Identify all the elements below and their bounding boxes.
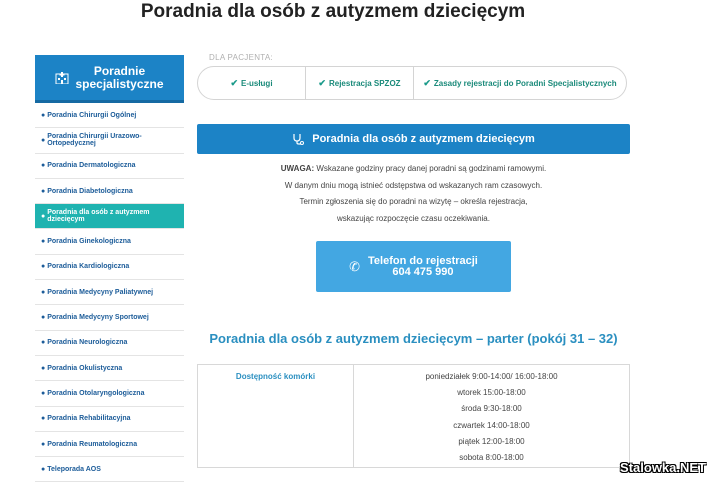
bullet-icon: ● <box>41 212 46 220</box>
stethoscope-icon <box>292 133 304 145</box>
sidebar-item[interactable] <box>35 128 184 153</box>
hours-row: piątek 12:00-18:00 <box>458 436 525 446</box>
watermark: Stalowka.NET <box>620 460 706 475</box>
sidebar-item-label: Teleporada AOS <box>47 465 101 473</box>
sidebar-item[interactable] <box>35 229 184 254</box>
sidebar-item-label: Poradnia Otolaryngologiczna <box>47 389 145 397</box>
sidebar <box>35 55 184 482</box>
notice-line1 <box>197 161 630 178</box>
bullet-icon: ● <box>41 263 46 271</box>
sidebar-item-label: Poradnia dla osób z autyzmem dziecięcym <box>47 209 150 224</box>
sidebar-item-label: Poradnia Chirurgii Urazowo-Ortopedycznej <box>47 133 142 148</box>
tab-zasady-rejestracji[interactable] <box>414 67 626 99</box>
bullet-icon: ● <box>41 136 46 144</box>
patient-label: DLA PACJENTA: <box>209 53 274 62</box>
sidebar-item[interactable] <box>35 457 184 482</box>
hours-row: wtorek 15:00-18:00 <box>457 388 526 398</box>
bullet-icon: ● <box>41 288 46 296</box>
phone-text <box>368 256 478 278</box>
sidebar-item[interactable] <box>35 255 184 280</box>
sidebar-item[interactable] <box>35 204 184 229</box>
check-icon: ✔ <box>318 77 326 88</box>
notice-line3: Termin zgłoszenia się do poradni na wizytę – określa rejestracja, <box>299 197 528 207</box>
sidebar-item-label: Poradnia Diabetologiczna <box>47 187 133 195</box>
sidebar-item-label: Poradnia Reumatologiczna <box>47 440 138 448</box>
sidebar-item-label: Poradnia Chirurgii Ogólnej <box>47 111 137 119</box>
sidebar-item-label: Poradnia Rehabilitacyjna <box>47 415 131 423</box>
tab-label: Rejestracja SPZOZ <box>328 78 401 88</box>
phone-label: Telefon do rejestracji <box>368 254 478 267</box>
sidebar-item-label: Poradnia Neurologiczna <box>47 339 128 347</box>
bullet-icon: ● <box>41 389 46 397</box>
sidebar-item-label: Poradnia Okulistyczna <box>47 364 123 372</box>
bullet-icon: ● <box>41 111 46 119</box>
section-title: Poradnia dla osób z autyzmem dziecięcym – parter (pokój 31 – 32) <box>209 331 618 346</box>
sidebar-heading-line1: Poradnie <box>93 63 146 78</box>
sidebar-item-label: Poradnia Dermatologiczna <box>47 162 136 170</box>
sidebar-item[interactable] <box>35 179 184 204</box>
sidebar-item[interactable] <box>35 154 184 179</box>
sidebar-list <box>35 103 184 482</box>
tab-rejestracja-spzoz[interactable] <box>306 67 414 99</box>
sidebar-item-label: Poradnia Medycyny Sportowej <box>47 314 149 322</box>
sidebar-heading[interactable] <box>35 55 184 103</box>
patient-tabs <box>197 66 627 100</box>
sidebar-item[interactable] <box>35 381 184 406</box>
bullet-icon: ● <box>41 187 46 195</box>
bullet-icon: ● <box>41 238 46 246</box>
check-icon: ✔ <box>230 77 238 88</box>
bullet-icon: ● <box>41 339 46 347</box>
sidebar-item-label: Poradnia Kardiologiczna <box>47 263 130 271</box>
sidebar-item-label: Poradnia Medycyny Paliatywnej <box>47 288 154 296</box>
notice <box>197 161 630 227</box>
tab-label: Zasady rejestracji do Poradni Specjalistycznych <box>433 78 617 88</box>
notice-text: Wskazane godziny pracy danej poradni są godzinami ramowymi. <box>314 164 547 173</box>
bullet-icon: ● <box>41 465 46 473</box>
hours-row: czwartek 14:00-18:00 <box>453 420 530 430</box>
notice-prefix: UWAGA: <box>280 164 315 173</box>
sidebar-item-label: Poradnia Ginekologiczna <box>47 238 131 246</box>
tab-label: E-usługi <box>240 78 273 88</box>
phone-number: 604 475 990 <box>392 265 454 278</box>
hours-table <box>197 364 630 468</box>
notice-line4: wskazując rozpoczęcie czasu oczekiwania. <box>337 213 490 223</box>
bullet-icon: ● <box>41 440 46 448</box>
sidebar-item[interactable] <box>35 331 184 356</box>
sidebar-item[interactable] <box>35 407 184 432</box>
bullet-icon: ● <box>41 314 46 322</box>
sidebar-heading-text <box>75 65 163 91</box>
hours-label: Dostępność komórki <box>198 365 354 467</box>
tab-e-uslugi[interactable] <box>198 67 306 99</box>
phone-registration-button[interactable] <box>316 241 511 292</box>
sidebar-item[interactable] <box>35 432 184 457</box>
sidebar-item[interactable] <box>35 103 184 128</box>
bullet-icon: ● <box>41 162 46 170</box>
hours-row: poniedziałek 9:00-14:00/ 16:00-18:00 <box>425 372 558 381</box>
sidebar-item[interactable] <box>35 356 184 381</box>
hospital-icon <box>55 72 69 84</box>
hours-row: środa 9:30-18:00 <box>461 404 522 414</box>
notice-line2: W danym dniu mogą istnieć odstępstwa od wskazanych ram czasowych. <box>284 180 543 190</box>
check-icon: ✔ <box>423 77 431 88</box>
hours-list <box>354 365 629 467</box>
phone-icon: ✆ <box>349 258 361 274</box>
sidebar-item[interactable] <box>35 305 184 330</box>
sidebar-heading-line2: specjalistyczne <box>75 76 164 91</box>
clinic-title: Poradnia dla osób z autyzmem dziecięcym <box>312 133 535 145</box>
sidebar-item[interactable] <box>35 280 184 305</box>
bullet-icon: ● <box>41 415 46 423</box>
clinic-title-bar <box>197 124 630 154</box>
bullet-icon: ● <box>41 364 46 372</box>
hours-row: sobota 8:00-18:00 <box>459 452 524 462</box>
page-title: Poradnia dla osób z autyzmem dziecięcym <box>140 1 526 22</box>
